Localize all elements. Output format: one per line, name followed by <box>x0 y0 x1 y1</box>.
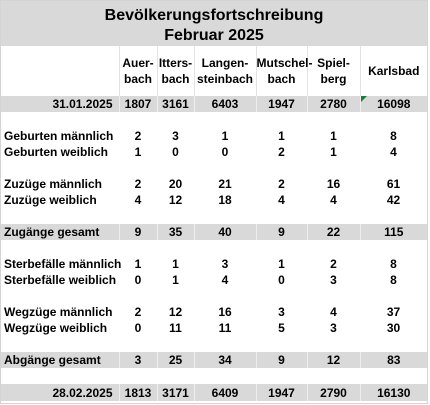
cell-value[interactable]: 83 <box>360 352 427 368</box>
cell-value[interactable]: 4 <box>330 193 337 207</box>
cell-value[interactable]: 3 <box>330 273 337 287</box>
row-label[interactable]: Zuzüge weiblich <box>4 193 97 207</box>
table-row-total-departures <box>1 352 427 368</box>
cell-value[interactable]: 1 <box>278 257 285 271</box>
cell-value[interactable]: 42 <box>386 193 401 207</box>
cell-value-karlsbad[interactable]: 16098 <box>360 96 427 112</box>
cell-value[interactable]: 3161 <box>157 96 194 112</box>
column-header-karlsbad[interactable]: Karlsbad <box>360 46 427 96</box>
row-label[interactable]: Zuzüge männlich <box>4 177 103 191</box>
cell-value[interactable]: 9 <box>256 352 307 368</box>
row-label[interactable]: Sterbefälle weiblich <box>4 273 117 287</box>
cell-value[interactable]: 9 <box>256 224 307 240</box>
cell-value[interactable]: 8 <box>390 257 397 271</box>
header-row <box>1 46 427 96</box>
table-row <box>1 144 427 160</box>
cell-value[interactable]: 12 <box>307 352 360 368</box>
table-row <box>1 272 427 288</box>
cell-value[interactable]: 3 <box>172 129 179 143</box>
column-header-ittersbach[interactable]: Itters- bach <box>157 46 194 96</box>
spacer-row <box>1 368 427 384</box>
cell-value[interactable]: 4 <box>330 305 337 319</box>
cell-value[interactable]: 3 <box>278 305 285 319</box>
table-row <box>1 176 427 192</box>
cell-value[interactable]: 115 <box>360 224 427 240</box>
cell-value[interactable]: 20 <box>168 177 183 191</box>
cell-value[interactable]: 1 <box>221 129 229 143</box>
cell-value[interactable]: 0 <box>134 273 142 287</box>
cell-value[interactable]: 1 <box>330 129 337 143</box>
header-corner-cell[interactable] <box>1 46 119 96</box>
cell-value[interactable]: 12 <box>168 193 183 207</box>
cell-value[interactable]: 25 <box>157 352 194 368</box>
row-label[interactable]: Abgänge gesamt <box>1 352 119 368</box>
table-row-start-balance <box>1 96 427 112</box>
table-row-total-additions <box>1 224 427 240</box>
cell-value[interactable]: 22 <box>307 224 360 240</box>
cell-value[interactable]: 18 <box>218 193 232 207</box>
cell-value[interactable]: 2 <box>278 177 285 191</box>
cell-value[interactable]: 1813 <box>119 384 157 401</box>
column-header-spielberg[interactable]: Spiel- berg <box>307 46 360 96</box>
cell-value[interactable]: 3 <box>221 257 229 271</box>
table-row <box>1 304 427 320</box>
spacer-row <box>1 336 427 352</box>
row-label[interactable]: Sterbefälle männlich <box>4 257 122 271</box>
cell-value[interactable]: 1 <box>278 129 285 143</box>
cell-value[interactable]: 3 <box>330 321 337 335</box>
spacer-row <box>1 240 427 256</box>
spacer-row <box>1 288 427 304</box>
cell-value[interactable]: 2 <box>134 177 142 191</box>
cell-value[interactable]: 34 <box>194 352 256 368</box>
spacer-row <box>1 112 427 128</box>
cell-value[interactable]: 2780 <box>307 96 360 112</box>
cell-value[interactable]: 8 <box>390 129 397 143</box>
spacer-row <box>1 208 427 224</box>
cell-value[interactable]: 40 <box>194 224 256 240</box>
table-row <box>1 128 427 144</box>
row-label[interactable]: Zugänge gesamt <box>1 224 119 240</box>
cell-value[interactable]: 0 <box>134 321 142 335</box>
row-label[interactable]: 31.01.2025 <box>1 96 119 112</box>
table-row <box>1 192 427 208</box>
cell-value[interactable]: 0 <box>172 145 179 159</box>
cell-value[interactable]: 0 <box>278 273 285 287</box>
column-header-langensteinbach[interactable]: Langen- steinbach <box>194 46 256 96</box>
cell-value[interactable]: 12 <box>168 305 183 319</box>
cell-value[interactable]: 5 <box>278 321 285 335</box>
title-block <box>1 1 427 46</box>
spacer-row <box>1 160 427 176</box>
cell-value[interactable]: 30 <box>386 321 401 335</box>
row-label[interactable]: Wegzüge weiblich <box>4 321 108 335</box>
cell-value[interactable]: 9 <box>119 224 157 240</box>
sheet-subtitle: Februar 2025 <box>164 27 264 44</box>
cell-value[interactable]: 4 <box>134 193 142 207</box>
cell-value[interactable]: 1947 <box>256 384 307 401</box>
cell-value[interactable]: 4 <box>278 193 285 207</box>
row-label[interactable]: Wegzüge männlich <box>4 305 113 319</box>
cell-value[interactable]: 61 <box>386 177 401 191</box>
cell-value[interactable]: 16 <box>326 177 341 191</box>
cell-value[interactable]: 1947 <box>256 96 307 112</box>
cell-value[interactable]: 1 <box>172 257 179 271</box>
cell-value[interactable]: 3 <box>119 352 157 368</box>
table-row <box>1 256 427 272</box>
comment-indicator-icon <box>361 96 367 102</box>
cell-value[interactable]: 4 <box>221 273 229 287</box>
column-header-auerbach[interactable]: Auer- bach <box>119 46 157 96</box>
row-label[interactable]: 28.02.2025 <box>1 384 119 401</box>
table-row <box>1 320 427 336</box>
sheet-title: Bevölkerungsfortschreibung <box>104 7 324 24</box>
cell-value[interactable]: 21 <box>218 177 232 191</box>
cell-value[interactable]: 1807 <box>119 96 157 112</box>
row-label[interactable]: Geburten weiblich <box>4 145 109 159</box>
cell-value[interactable]: 2 <box>134 129 142 143</box>
cell-value[interactable]: 11 <box>218 321 232 335</box>
cell-value[interactable]: 2 <box>278 145 285 159</box>
cell-value[interactable]: 6409 <box>194 384 256 401</box>
cell-value[interactable]: 4 <box>390 145 397 159</box>
table-row-end-balance <box>1 384 427 401</box>
cell-value[interactable]: 1 <box>134 257 142 271</box>
cell-value[interactable]: 8 <box>390 273 397 287</box>
cell-value[interactable]: 35 <box>157 224 194 240</box>
cell-value[interactable]: 6403 <box>194 96 256 112</box>
cell-value[interactable]: 37 <box>386 305 401 319</box>
cell-value[interactable]: 1 <box>330 145 337 159</box>
cell-value[interactable]: 1 <box>134 145 142 159</box>
row-label[interactable]: Geburten männlich <box>4 129 114 143</box>
cell-value[interactable]: 11 <box>169 321 182 335</box>
cell-value[interactable]: 16130 <box>360 384 427 401</box>
cell-value[interactable]: 2 <box>330 257 337 271</box>
cell-value[interactable]: 1 <box>172 273 179 287</box>
cell-value[interactable]: 2 <box>134 305 142 319</box>
cell-value[interactable]: 0 <box>221 145 229 159</box>
cell-value[interactable]: 16 <box>218 305 232 319</box>
cell-value[interactable]: 2790 <box>307 384 360 401</box>
cell-value[interactable]: 3171 <box>157 384 194 401</box>
population-table <box>1 46 427 401</box>
column-header-mutschelbach[interactable]: Mutschel- bach <box>256 46 307 96</box>
